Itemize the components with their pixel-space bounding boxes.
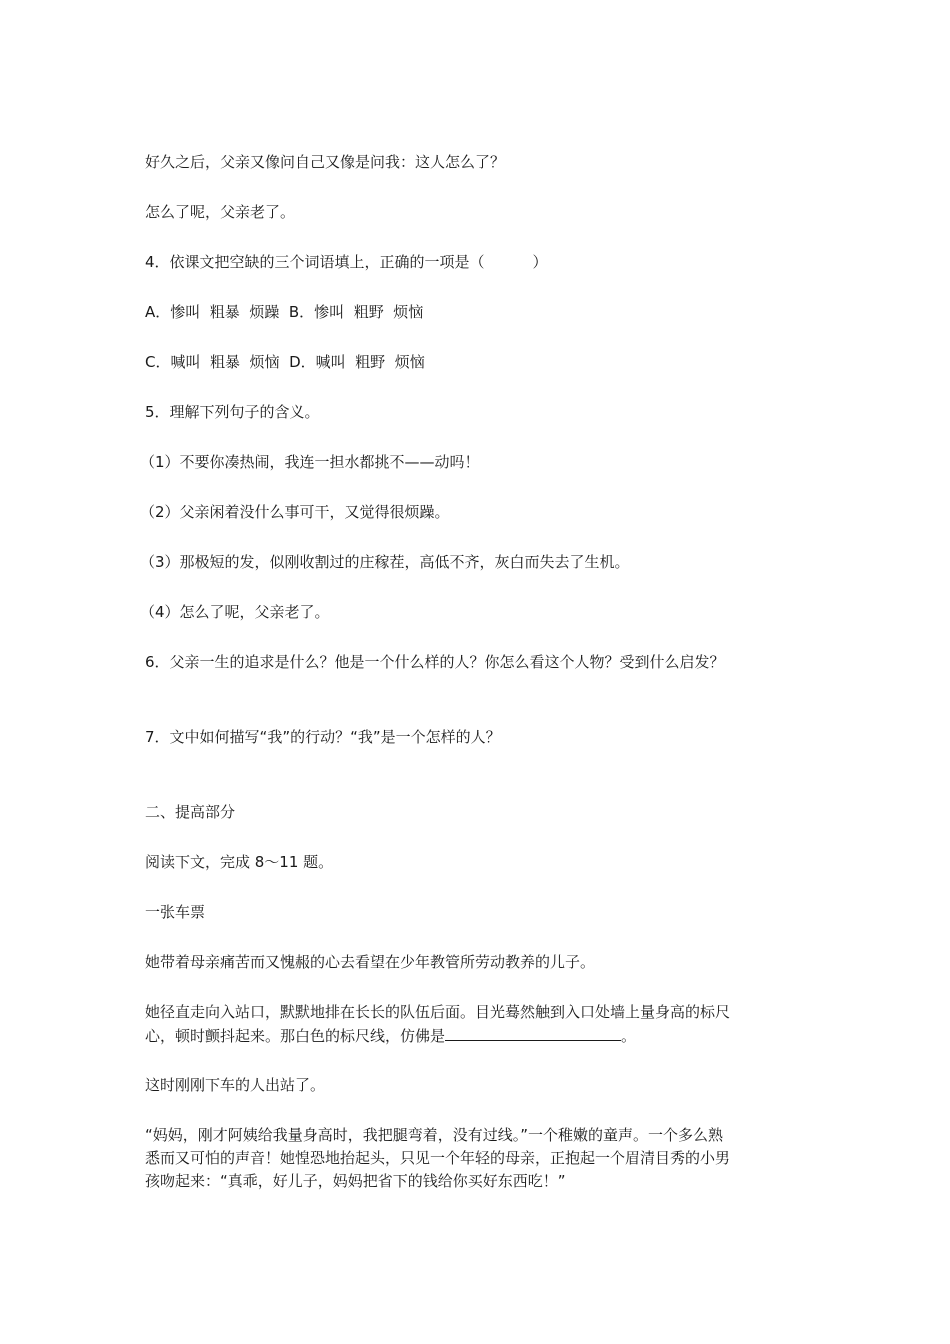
section-2-heading: 二、提高部分: [145, 803, 236, 821]
question-6: 6．父亲一生的追求是什么？他是一个什么样的人？你怎么看这个人物？受到什么启发？: [145, 653, 725, 671]
question-5-item-4: （4）怎么了呢，父亲老了。: [140, 603, 330, 621]
passage-line-1: 好久之后，父亲又像问自己又像是问我：这人怎么了？: [145, 153, 506, 171]
story-paragraph-2-end: 。: [621, 1027, 637, 1045]
story-title: 一张车票: [145, 903, 206, 921]
question-5-item-1: （1）不要你凑热闹，我连一担水都挑不——动吗！: [140, 453, 480, 471]
story-paragraph-4-line-3: 孩吻起来：“真乖，好儿子，妈妈把省下的钱给你买好东西吃！”: [145, 1172, 566, 1190]
story-paragraph-3: 这时刚刚下车的人出站了。: [145, 1076, 326, 1094]
question-4-stem: [145, 251, 815, 274]
story-paragraph-4-line-2: 悉而又可怕的声音！她惶恐地抬起头，只见一个年轻的母亲，正抱起一个眉清目秀的小男: [145, 1149, 731, 1167]
story-paragraph-2-line-1: 她径直走向入站口，默默地排在长长的队伍后面。目光蓦然触到入口处墙上量身高的标尺: [145, 1003, 731, 1021]
passage-line-2: 怎么了呢，父亲老了。: [145, 203, 296, 221]
question-5-item-2: （2）父亲闲着没什么事可干，又觉得很烦躁。: [140, 503, 450, 521]
question-7: 7．文中如何描写“我”的行动？“我”是一个怎样的人？: [145, 728, 501, 746]
fill-in-blank: [445, 1024, 621, 1041]
section-2-instruction: 阅读下文，完成 8～11 题。: [145, 853, 334, 871]
story-paragraph-4-line-1: “妈妈，刚才阿姨给我量身高时，我把腿弯着，没有过线。”一个稚嫩的童声。一个多么熟: [145, 1126, 724, 1144]
question-4-stem-text: 4．依课文把空缺的三个词语填上，正确的一项是（: [145, 253, 485, 271]
question-4-stem-close: ）: [532, 253, 548, 271]
question-5-item-3: （3）那极短的发，似刚收割过的庄稼茬，高低不齐，灰白而失去了生机。: [140, 553, 630, 571]
story-paragraph-1: 她带着母亲痛苦而又愧赧的心去看望在少年教管所劳动教养的儿子。: [145, 953, 596, 971]
story-paragraph-2-line-2: [145, 1024, 815, 1048]
story-paragraph-2-text: 心，顿时颤抖起来。那白色的标尺线，仿佛是: [145, 1027, 446, 1045]
question-5-stem: 5．理解下列句子的含义。: [145, 403, 320, 421]
question-4-options-row-2: C．喊叫 粗暴 烦恼 D．喊叫 粗野 烦恼: [145, 353, 425, 371]
question-4-options-row-1: A．惨叫 粗暴 烦躁 B．惨叫 粗野 烦恼: [145, 303, 424, 321]
